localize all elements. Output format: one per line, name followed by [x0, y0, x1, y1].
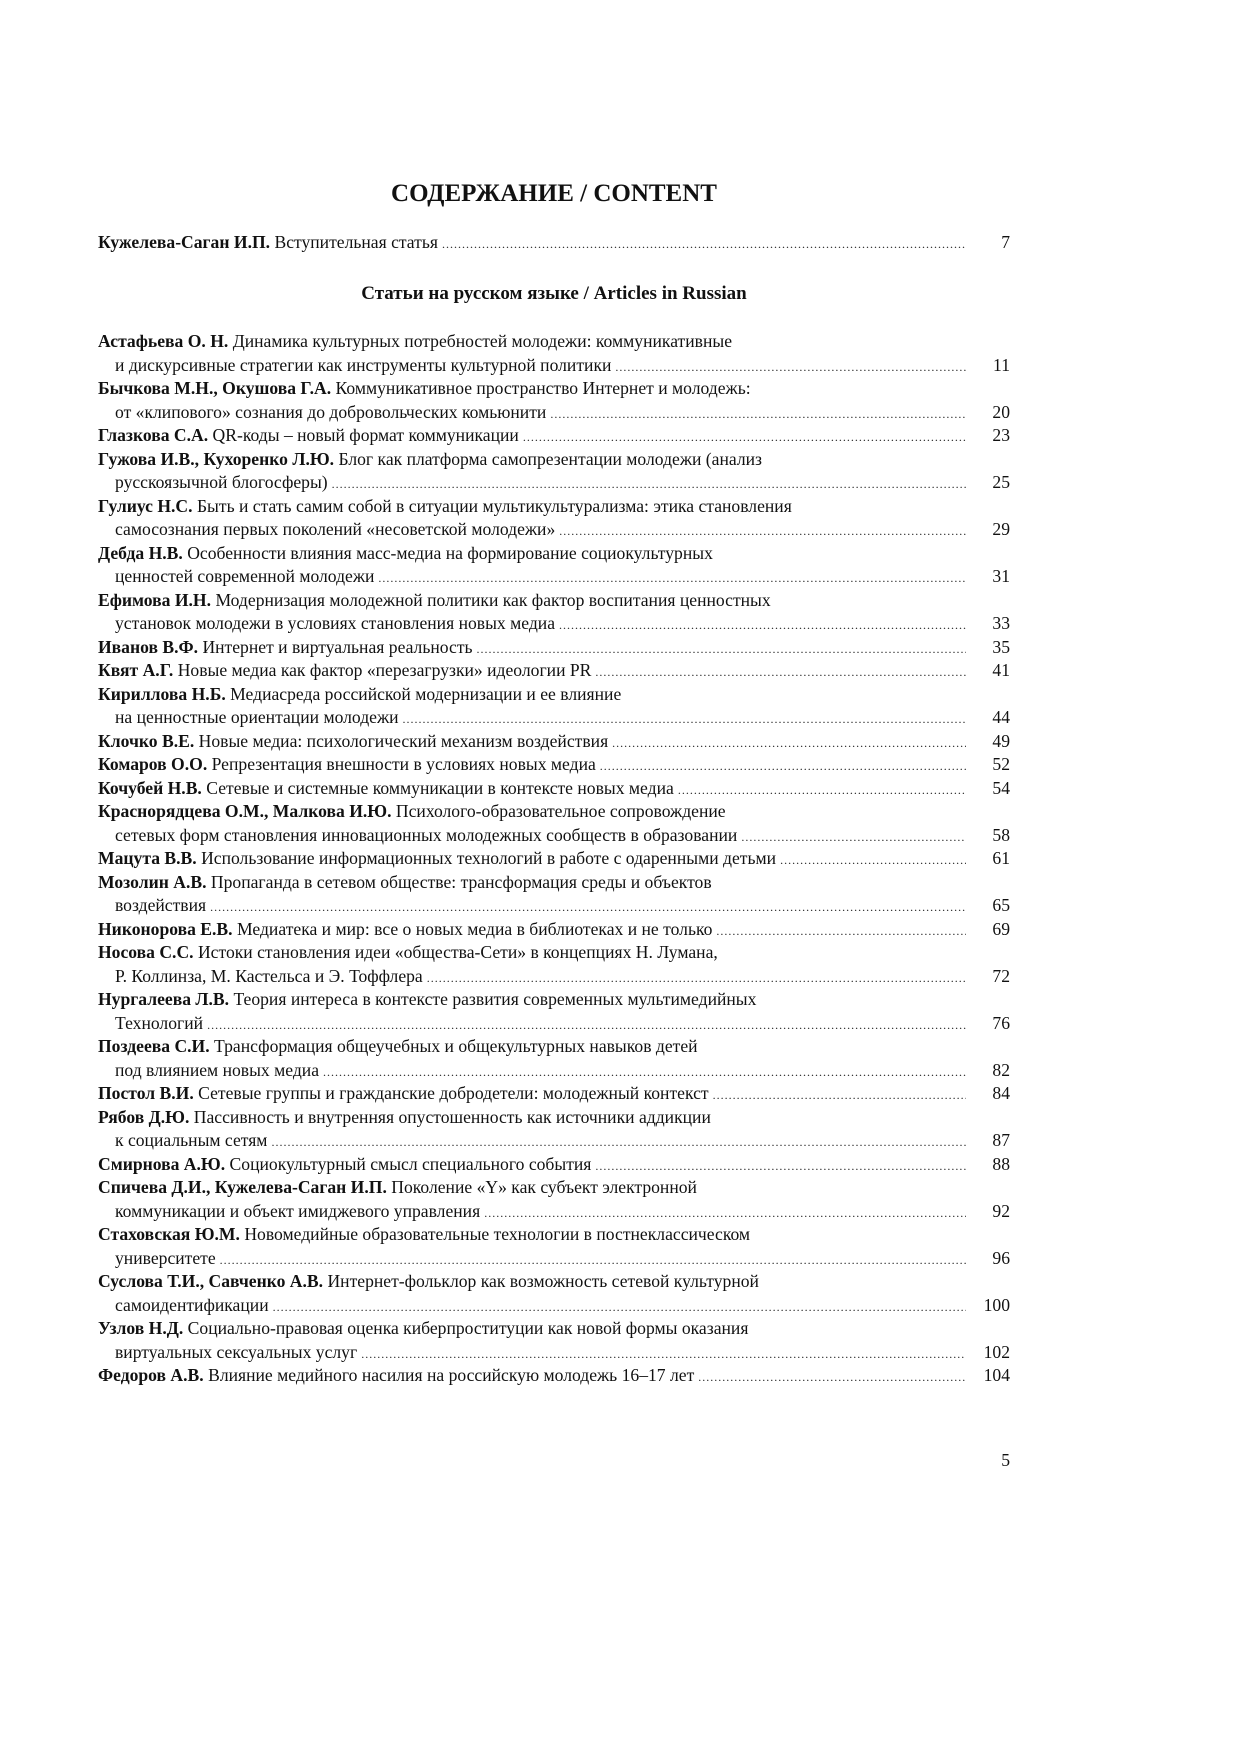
entry-page: 23 — [992, 425, 1010, 445]
entry-page: 25 — [992, 472, 1010, 492]
entry-text — [98, 1035, 698, 1059]
entry-author: Никонорова Е.В. — [98, 918, 233, 939]
toc-line — [98, 1341, 1010, 1365]
entry-title-line: Пропаганда в сетевом обществе: трансформация среды и объектов — [210, 871, 712, 892]
entry-text — [98, 1106, 711, 1130]
entry-author: Гужова И.В., Кухоренко Л.Ю. — [98, 448, 335, 469]
entry-title-line: Особенности влияния масс-медиа на формирование социокультурных — [187, 542, 713, 563]
toc-line — [98, 706, 1010, 730]
toc-line — [98, 1106, 1010, 1130]
dot-leader — [612, 732, 966, 756]
entry-page: 87 — [992, 1130, 1010, 1150]
entry-title-line: Р. Коллинза, М. Кастельса и Э. Тоффлера — [115, 965, 423, 986]
entry-page: 96 — [992, 1247, 1010, 1268]
dot-leader — [523, 426, 966, 450]
toc-entry — [98, 918, 1010, 942]
entry-author: Федоров А.В. — [98, 1365, 204, 1385]
entry-title-line: Медиасреда российской модернизации и ее влияние — [230, 683, 622, 704]
entry-page: 65 — [992, 895, 1010, 915]
entry-title-line: Модернизация молодежной политики как фактор воспитания ценностных — [215, 589, 771, 610]
toc-line — [98, 1270, 1010, 1294]
entry-page: 11 — [993, 354, 1010, 375]
page-title: СОДЕРЖАНИЕ / CONTENT — [391, 180, 717, 207]
toc-line — [98, 941, 1010, 965]
entry-author: Мацута В.В. — [98, 848, 197, 868]
toc-line — [98, 1059, 1010, 1083]
toc-line — [98, 448, 1010, 472]
entry-title-line: русскоязычной блогосферы) — [115, 472, 328, 492]
entry-page: 61 — [992, 848, 1010, 868]
dot-leader — [271, 1131, 966, 1155]
entry-title-line: Коммуникативное пространство Интернет и молодежь: — [335, 378, 751, 398]
entry-page: 41 — [992, 660, 1010, 680]
toc-entry — [98, 1176, 1010, 1223]
entry-text — [98, 1364, 694, 1388]
entry-title-line: Интернет-фольклор как возможность сетевой культурной — [327, 1271, 759, 1291]
toc-entry — [98, 1153, 1010, 1177]
toc-line — [98, 495, 1010, 519]
entry-title-line: от «клипового» сознания до добровольческих комьюнити — [115, 401, 547, 422]
entry-text — [115, 965, 423, 989]
toc-line — [98, 800, 1010, 824]
dot-leader — [678, 779, 966, 803]
toc-line — [98, 1153, 1010, 1177]
toc-line — [98, 542, 1010, 566]
dot-leader — [477, 638, 966, 662]
entry-title-line: QR-коды – новый формат коммуникации — [212, 425, 519, 445]
dot-leader — [559, 614, 966, 638]
dot-leader — [595, 1155, 966, 1179]
entry-title-line: сетевых форм становления инновационных молодежных сообществ в образовании — [115, 824, 738, 845]
toc-line — [98, 777, 1010, 801]
entry-page: 54 — [992, 777, 1010, 798]
entry-text — [115, 824, 737, 848]
toc-entry — [98, 636, 1010, 660]
entry-text — [115, 612, 555, 636]
toc-entry — [98, 847, 1010, 871]
dot-leader — [403, 708, 966, 732]
dot-leader — [220, 1249, 966, 1273]
entry-author: Ефимова И.Н. — [98, 589, 212, 610]
entry-author: Спичева Д.И., Кужелева-Саган И.П. — [98, 1177, 387, 1197]
entry-title-line: Сетевые группы и гражданские добродетели: молодежный контекст — [198, 1083, 709, 1103]
toc-line — [98, 565, 1010, 589]
toc-line — [98, 1223, 1010, 1247]
toc-entry — [98, 424, 1010, 448]
section-heading: Статьи на русском языке / Articles in Russian — [361, 283, 747, 304]
toc-line — [98, 894, 1010, 918]
entry-text — [98, 1153, 591, 1177]
entry-text — [115, 1059, 319, 1083]
toc-line — [98, 471, 1010, 495]
toc-entry — [98, 589, 1010, 636]
entry-title-line: Социально-правовая оценка киберпроституции как новой формы оказания — [187, 1318, 749, 1338]
entry-title-line: Вступительная статья — [274, 232, 438, 252]
entry-page: 100 — [983, 1294, 1010, 1315]
toc-line — [98, 1035, 1010, 1059]
entry-author: Бычкова М.Н., Окушова Г.А. — [98, 378, 332, 398]
toc-entry — [98, 753, 1010, 777]
intro-entry — [98, 231, 1010, 255]
dot-leader — [442, 233, 966, 257]
entry-text — [98, 1270, 759, 1294]
dot-leader — [210, 896, 966, 920]
entry-author: Нургалеева Л.В. — [98, 989, 230, 1009]
entry-page: 52 — [992, 754, 1010, 774]
entry-text — [98, 1176, 697, 1200]
dot-leader — [741, 826, 966, 850]
entry-author: Рябов Д.Ю. — [98, 1106, 190, 1127]
entry-author: Краснорядцева О.М., Малкова И.Ю. — [98, 801, 392, 821]
toc-entry — [98, 542, 1010, 589]
entry-text — [115, 1247, 216, 1271]
toc-entry — [98, 659, 1010, 683]
toc-entry — [98, 988, 1010, 1035]
table-of-contents — [98, 330, 1010, 1388]
entry-title-line: к социальным сетям — [115, 1130, 268, 1150]
entry-text — [115, 518, 555, 542]
entry-page: 33 — [992, 613, 1010, 633]
entry-text — [98, 424, 519, 448]
dot-leader — [698, 1366, 966, 1390]
entry-text — [98, 589, 771, 613]
entry-author: Комаров О.О. — [98, 754, 208, 774]
toc-entry — [98, 1364, 1010, 1388]
entry-title-line: университете — [115, 1247, 216, 1268]
entry-text — [98, 542, 713, 566]
entry-title-line: виртуальных сексуальных услуг — [115, 1341, 358, 1362]
toc-line — [98, 988, 1010, 1012]
entry-page: 44 — [992, 707, 1010, 727]
toc-line — [98, 871, 1010, 895]
entry-text — [98, 730, 608, 754]
toc-line — [98, 589, 1010, 613]
entry-page: 58 — [992, 824, 1010, 845]
entry-title-line: Пассивность и внутренняя опустошенность как источники аддикции — [193, 1106, 711, 1127]
entry-title-line: установок молодежи в условиях становления новых медиа — [115, 613, 555, 633]
toc-entry — [98, 377, 1010, 424]
toc-entry — [98, 1035, 1010, 1082]
toc-entry — [98, 1270, 1010, 1317]
toc-line — [98, 1364, 1010, 1388]
entry-title-line: Новые медиа как фактор «перезагрузки» идеологии PR — [177, 660, 592, 680]
entry-author: Суслова Т.И., Савченко А.В. — [98, 1271, 324, 1291]
entry-author: Постол В.И. — [98, 1083, 194, 1103]
dot-leader — [559, 520, 966, 544]
entry-title-line: Влияние медийного насилия на российскую молодежь 16–17 лет — [208, 1365, 695, 1385]
entry-author: Астафьева О. Н. — [98, 331, 229, 351]
entry-page: 29 — [992, 519, 1010, 539]
page-number: 5 — [1001, 1450, 1010, 1470]
entry-text — [98, 941, 718, 965]
dot-leader — [207, 1014, 966, 1038]
toc-line — [98, 847, 1010, 871]
entry-author: Кужелева-Саган И.П. — [98, 232, 271, 252]
entry-text — [98, 448, 762, 472]
toc-line — [98, 231, 1010, 255]
entry-author: Узлов Н.Д. — [98, 1318, 184, 1338]
toc-line — [98, 1129, 1010, 1153]
entry-title-line: Психолого-образовательное сопровождение — [395, 801, 726, 821]
entry-page: 69 — [992, 918, 1010, 939]
entry-title-line: Интернет и виртуальная реальность — [202, 636, 473, 657]
entry-text — [115, 1294, 269, 1318]
entry-author: Смирнова А.Ю. — [98, 1153, 226, 1174]
entry-text — [98, 636, 473, 660]
entry-text — [98, 377, 751, 401]
entry-text — [98, 800, 726, 824]
toc-line — [98, 612, 1010, 636]
entry-text — [98, 777, 674, 801]
dot-leader — [716, 920, 966, 944]
toc-line — [98, 1317, 1010, 1341]
entry-author: Мозолин А.В. — [98, 871, 207, 892]
entry-page: 88 — [992, 1153, 1010, 1174]
entry-text — [98, 683, 621, 707]
entry-title-line: Медиатека и мир: все о новых медиа в библиотеках и не только — [236, 918, 713, 939]
toc-line — [98, 377, 1010, 401]
entry-text — [115, 471, 328, 495]
dot-leader — [600, 755, 966, 779]
entry-author: Глазкова С.А. — [98, 425, 209, 445]
toc-entry — [98, 495, 1010, 542]
dot-leader — [378, 567, 966, 591]
entry-title-line: Динамика культурных потребностей молодежи: коммуникативные — [232, 331, 733, 351]
entry-page: 31 — [992, 566, 1010, 586]
entry-page: 104 — [983, 1365, 1010, 1385]
entry-text — [115, 1341, 357, 1365]
entry-author: Носова С.С. — [98, 942, 194, 962]
toc-line — [98, 330, 1010, 354]
entry-author: Дебда Н.В. — [98, 542, 183, 563]
entry-text — [115, 894, 206, 918]
toc-entry — [98, 777, 1010, 801]
entry-text — [115, 401, 546, 425]
toc-entry — [98, 1106, 1010, 1153]
dot-leader — [361, 1343, 966, 1367]
entry-title-line: под влиянием новых медиа — [115, 1059, 320, 1080]
entry-title-line: Истоки становления идеи «общества-Сети» в концепциях Н. Лумана, — [197, 942, 718, 962]
entry-author: Гулиус Н.С. — [98, 495, 193, 516]
toc-entry — [98, 1082, 1010, 1106]
entry-title-line: Трансформация общеучебных и общекультурных навыков детей — [214, 1036, 698, 1056]
entry-text — [115, 1200, 480, 1224]
entry-title-line: самосознания первых поколений «несоветской молодежи» — [115, 519, 556, 539]
entry-text — [98, 1317, 748, 1341]
entry-title-line: Сетевые и системные коммуникации в контексте новых медиа — [206, 777, 674, 798]
entry-title-line: Теория интереса в контексте развития современных мультимедийных — [233, 989, 757, 1009]
entry-author: Поздеева С.И. — [98, 1036, 210, 1056]
dot-leader — [615, 356, 966, 380]
toc-line — [98, 1176, 1010, 1200]
entry-title-line: ценностей современной молодежи — [115, 566, 375, 586]
entry-text — [115, 706, 399, 730]
toc-line — [98, 1247, 1010, 1271]
entry-title-line: и дискурсивные стратегии как инструменты культурной политики — [115, 354, 612, 375]
toc-entry — [98, 941, 1010, 988]
entry-text — [115, 565, 374, 589]
dot-leader — [427, 967, 966, 991]
entry-title-line: Новые медиа: психологический механизм воздействия — [198, 730, 609, 751]
entry-title-line: на ценностные ориентации молодежи — [115, 707, 399, 727]
toc-line — [98, 730, 1010, 754]
entry-author: Кочубей Н.В. — [98, 777, 202, 798]
entry-text — [98, 330, 732, 354]
entry-title-line: коммуникации и объект имиджевого управления — [115, 1200, 481, 1221]
entry-title-line: Технологий — [115, 1012, 204, 1033]
entry-page: 92 — [992, 1200, 1010, 1221]
entry-text — [98, 1223, 750, 1247]
entry-text — [115, 1012, 203, 1036]
entry-author: Стаховская Ю.М. — [98, 1224, 240, 1244]
toc-line — [98, 753, 1010, 777]
entry-text — [98, 988, 756, 1012]
entry-author: Иванов В.Ф. — [98, 636, 199, 657]
dot-leader — [595, 661, 966, 685]
entry-title-line: Социокультурный смысл специального события — [229, 1153, 592, 1174]
entry-author: Кириллова Н.Б. — [98, 683, 226, 704]
entry-page: 102 — [983, 1341, 1010, 1362]
toc-line — [98, 1012, 1010, 1036]
entry-page: 84 — [992, 1083, 1010, 1103]
toc-entry — [98, 330, 1010, 377]
entry-text — [98, 871, 712, 895]
toc-entry — [98, 448, 1010, 495]
toc-line — [98, 401, 1010, 425]
entry-text — [115, 1129, 267, 1153]
entry-title-line: Поколение «Y» как субъект электронной — [391, 1177, 697, 1197]
toc-entry — [98, 800, 1010, 847]
toc-line — [98, 683, 1010, 707]
entry-title-line: Быть и стать самим собой в ситуации мультикультурализма: этика становления — [196, 495, 792, 516]
entry-author: Клочко В.Е. — [98, 730, 195, 751]
dot-leader — [780, 849, 966, 873]
dot-leader — [323, 1061, 966, 1085]
entry-page: 7 — [1001, 232, 1010, 252]
dot-leader — [484, 1202, 966, 1226]
toc-line — [98, 424, 1010, 448]
toc-line — [98, 918, 1010, 942]
entry-page: 76 — [992, 1012, 1010, 1033]
entry-title-line: воздействия — [115, 895, 207, 915]
toc-entry — [98, 871, 1010, 918]
toc-line — [98, 659, 1010, 683]
entry-title-line: Блог как платформа самопрезентации молодежи (анализ — [338, 448, 762, 469]
entry-text — [98, 1082, 709, 1106]
toc-line — [98, 824, 1010, 848]
toc-entry — [98, 1223, 1010, 1270]
entry-title-line: Репрезентация внешности в условиях новых медиа — [211, 754, 596, 774]
entry-text — [98, 659, 591, 683]
dot-leader — [713, 1084, 966, 1108]
entry-text — [98, 753, 596, 777]
toc-entry — [98, 1317, 1010, 1364]
entry-text — [98, 495, 792, 519]
entry-text — [98, 918, 712, 942]
toc-entry — [98, 683, 1010, 730]
dot-leader — [332, 473, 966, 497]
entry-page: 82 — [992, 1059, 1010, 1080]
entry-text — [98, 847, 776, 871]
entry-page: 35 — [992, 636, 1010, 657]
entry-page: 72 — [992, 965, 1010, 986]
toc-line — [98, 636, 1010, 660]
entry-text — [98, 231, 438, 255]
toc-entry — [98, 730, 1010, 754]
dot-leader — [273, 1296, 966, 1320]
entry-title-line: Использование информационных технологий в работе с одаренными детьми — [201, 848, 777, 868]
entry-page: 49 — [992, 730, 1010, 751]
toc-line — [98, 518, 1010, 542]
toc-line — [98, 1200, 1010, 1224]
entry-title-line: Новомедийные образовательные технологии в постнеклассическом — [244, 1224, 751, 1244]
toc-line — [98, 965, 1010, 989]
entry-author: Квят А.Г. — [98, 660, 174, 680]
toc-line — [98, 1294, 1010, 1318]
entry-page: 20 — [992, 401, 1010, 422]
toc-line — [98, 354, 1010, 378]
toc-line — [98, 1082, 1010, 1106]
entry-title-line: самоидентификации — [115, 1294, 269, 1315]
dot-leader — [550, 403, 966, 427]
entry-text — [115, 354, 611, 378]
